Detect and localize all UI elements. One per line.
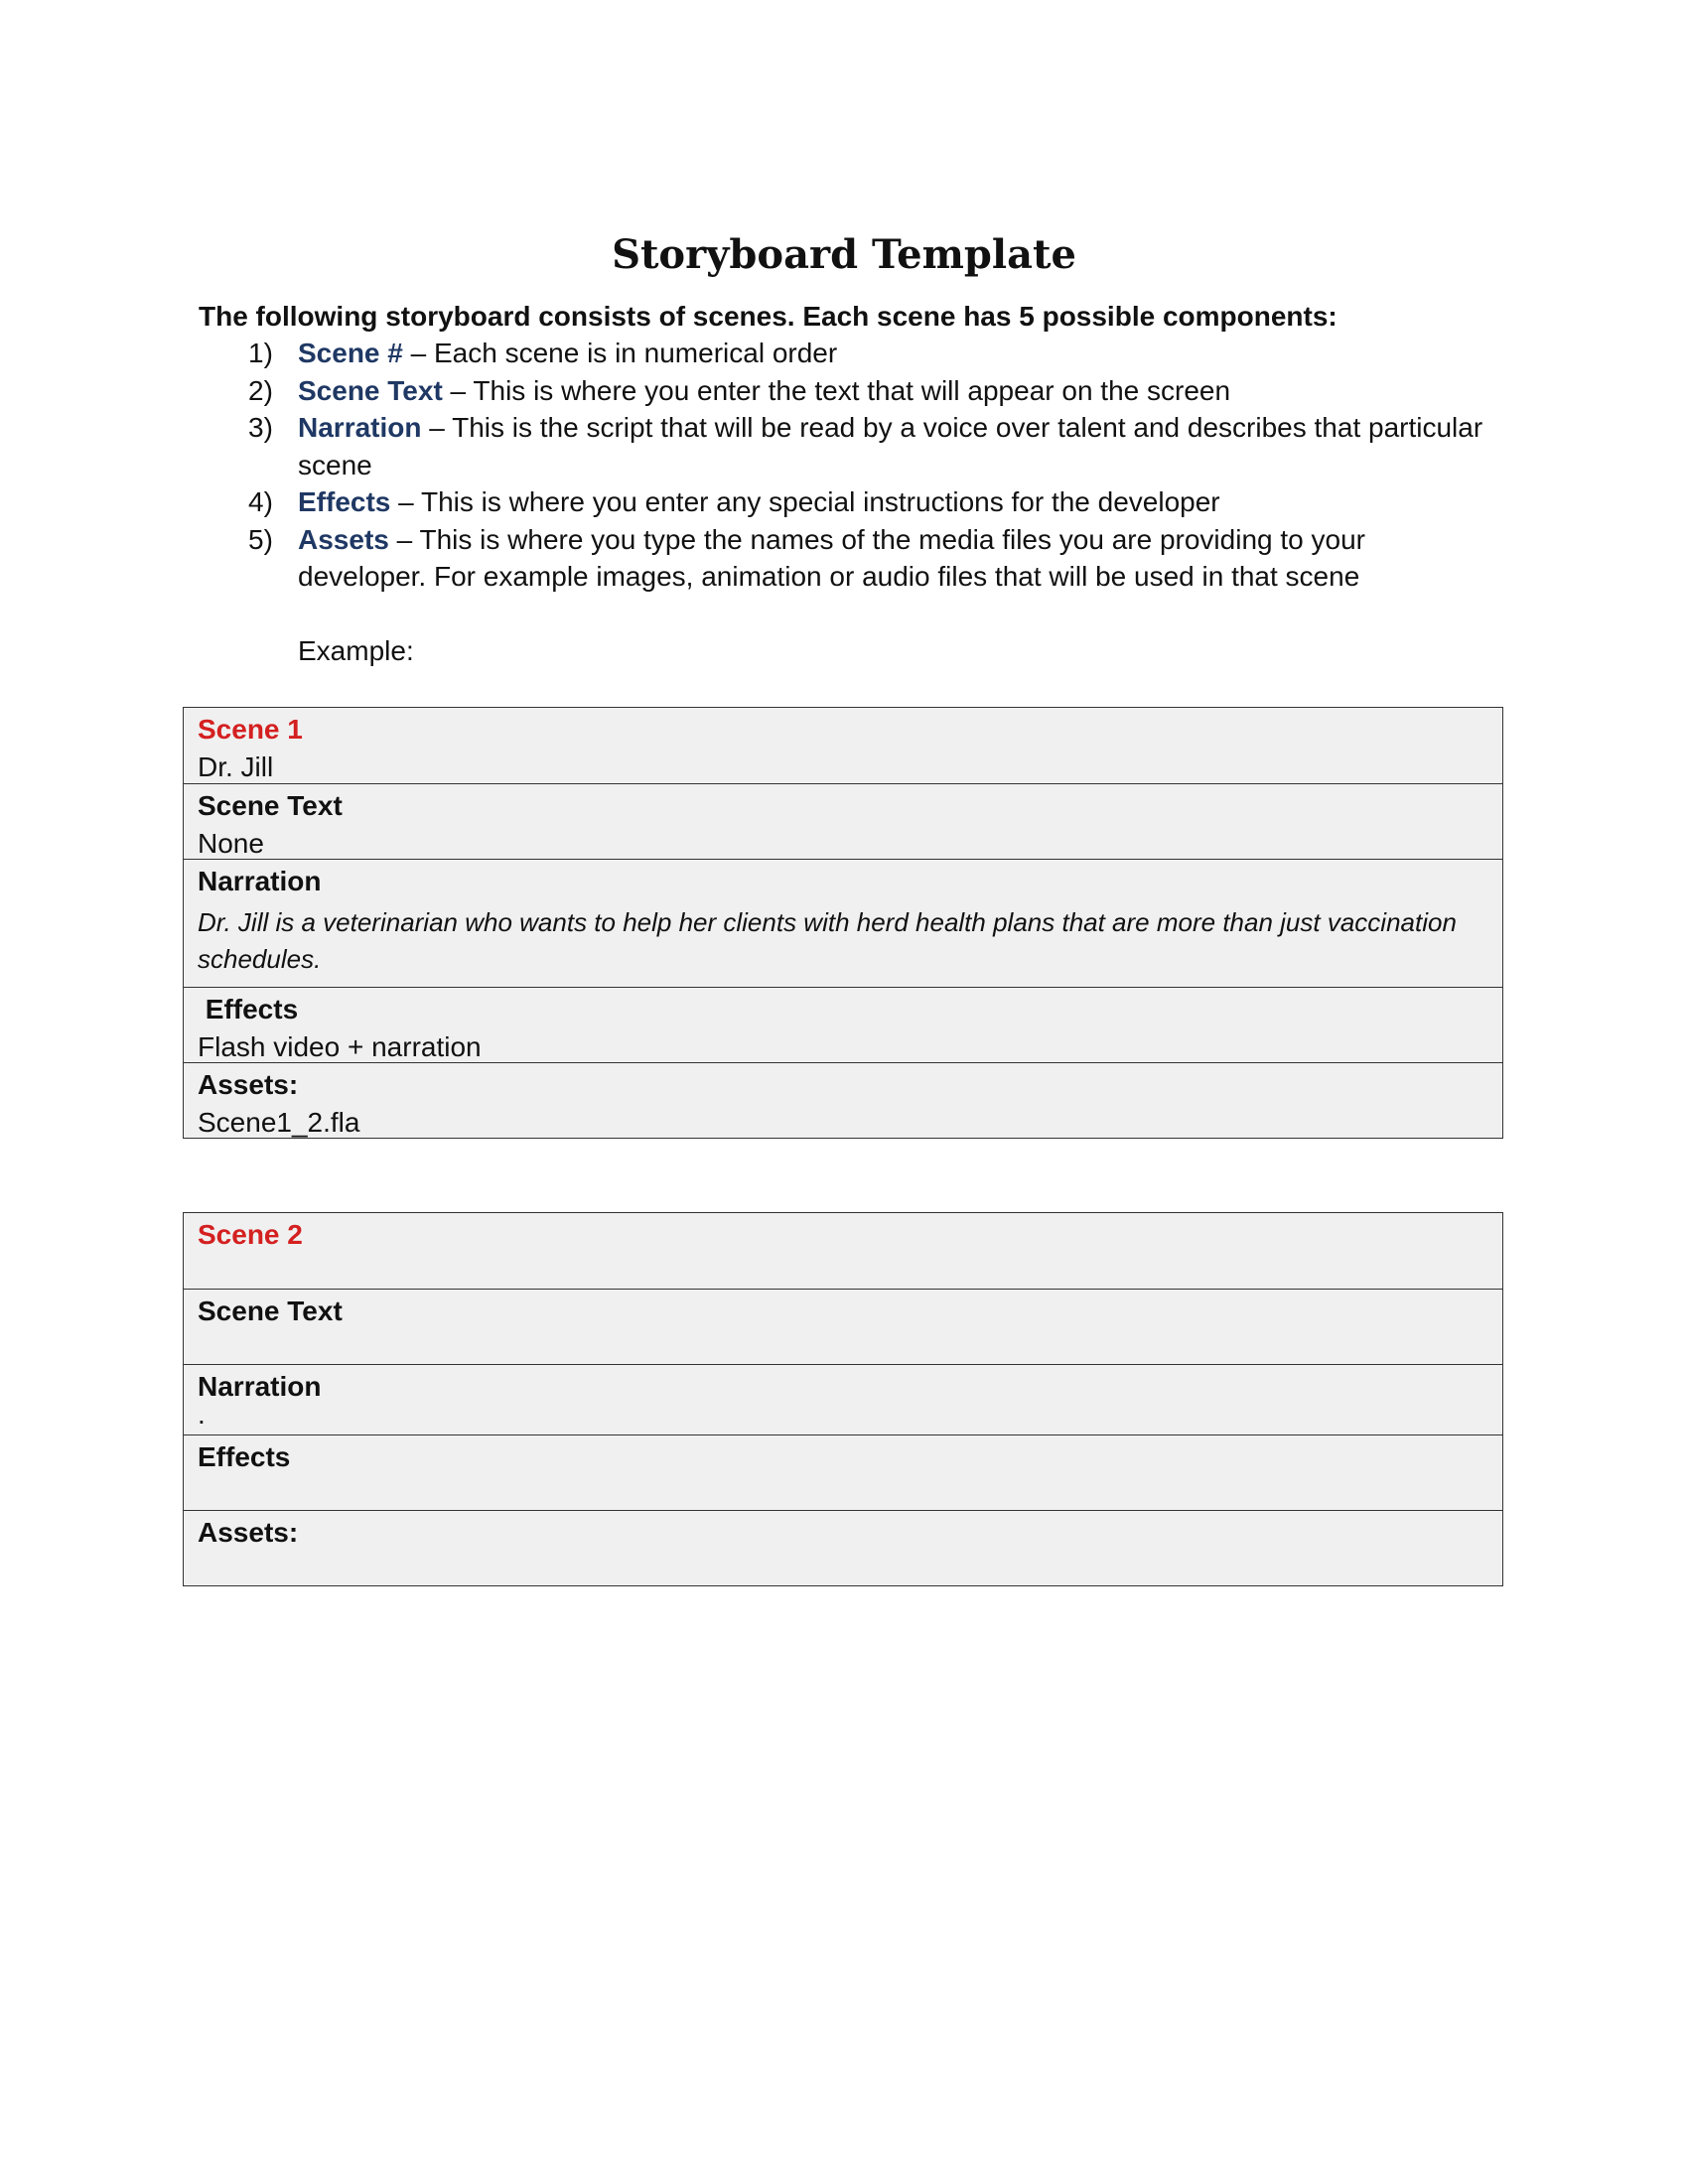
component-description: – Each scene is in numerical order bbox=[402, 338, 838, 368]
list-number: 2) bbox=[248, 374, 273, 406]
scene-number-label: Scene 2 bbox=[198, 1219, 303, 1250]
scene-text-row bbox=[184, 783, 1502, 859]
scene-1-table bbox=[183, 707, 1503, 1139]
narration-value: . bbox=[198, 1398, 206, 1430]
scene-text-label: Scene Text bbox=[198, 790, 343, 821]
list-number: 5) bbox=[248, 523, 273, 555]
component-description: – This is the script that will be read by a voice over talent and describes that particular scene bbox=[298, 412, 1483, 480]
component-label: Scene Text bbox=[298, 374, 443, 406]
list-number: 1) bbox=[248, 338, 273, 368]
narration-value: Dr. Jill is a veterinarian who wants to help her clients with herd health plans that are more than just vaccination schedules. bbox=[198, 906, 1457, 974]
effects-label: Effects bbox=[198, 1441, 291, 1472]
list-number: 4) bbox=[248, 486, 273, 517]
scene-2-table bbox=[183, 1212, 1503, 1586]
assets-label: Assets: bbox=[198, 1069, 299, 1100]
scene-row bbox=[184, 708, 1502, 783]
component-description: – This is where you enter any special instructions for the developer bbox=[390, 486, 1220, 517]
component-description: – This is where you enter the text that will appear on the screen bbox=[442, 374, 1231, 406]
assets-row bbox=[184, 1062, 1502, 1138]
scene-text-row bbox=[184, 1289, 1502, 1364]
assets-value: Scene1_2.fla bbox=[198, 1106, 360, 1138]
intro-text: The following storyboard consists of scenes. Each scene has 5 possible components: bbox=[199, 301, 1337, 332]
list-item bbox=[248, 372, 1499, 410]
narration-label: Narration bbox=[198, 866, 322, 896]
assets-label: Assets: bbox=[198, 1517, 299, 1548]
effects-row bbox=[184, 1434, 1502, 1510]
component-label: Assets bbox=[298, 523, 389, 555]
list-number: 3) bbox=[248, 412, 273, 443]
list-item bbox=[248, 409, 1499, 483]
component-label: Narration bbox=[298, 412, 422, 443]
effects-value: Flash video + narration bbox=[198, 1030, 482, 1062]
scene-number-value: Dr. Jill bbox=[198, 751, 274, 782]
components-list bbox=[248, 335, 1499, 596]
narration-row bbox=[184, 1364, 1502, 1434]
list-item bbox=[248, 335, 1499, 372]
component-description: – This is where you type the names of the media files you are providing to your developer. For example images, animation or audio files that will be used in that scene bbox=[298, 523, 1365, 592]
scene-text-value: None bbox=[198, 827, 264, 859]
component-label: Scene # bbox=[298, 338, 403, 368]
list-item bbox=[248, 521, 1499, 596]
narration-row bbox=[184, 859, 1502, 987]
effects-row bbox=[184, 987, 1502, 1062]
effects-label: Effects bbox=[198, 994, 299, 1024]
list-item bbox=[248, 483, 1499, 521]
page-title: Storyboard Template bbox=[612, 231, 1076, 278]
example-label: Example: bbox=[298, 635, 414, 666]
scene-number-label: Scene 1 bbox=[198, 714, 303, 745]
narration-label: Narration bbox=[198, 1371, 322, 1402]
component-label: Effects bbox=[298, 486, 391, 517]
scene-row bbox=[184, 1213, 1502, 1289]
scene-text-label: Scene Text bbox=[198, 1296, 343, 1326]
assets-row bbox=[184, 1510, 1502, 1585]
